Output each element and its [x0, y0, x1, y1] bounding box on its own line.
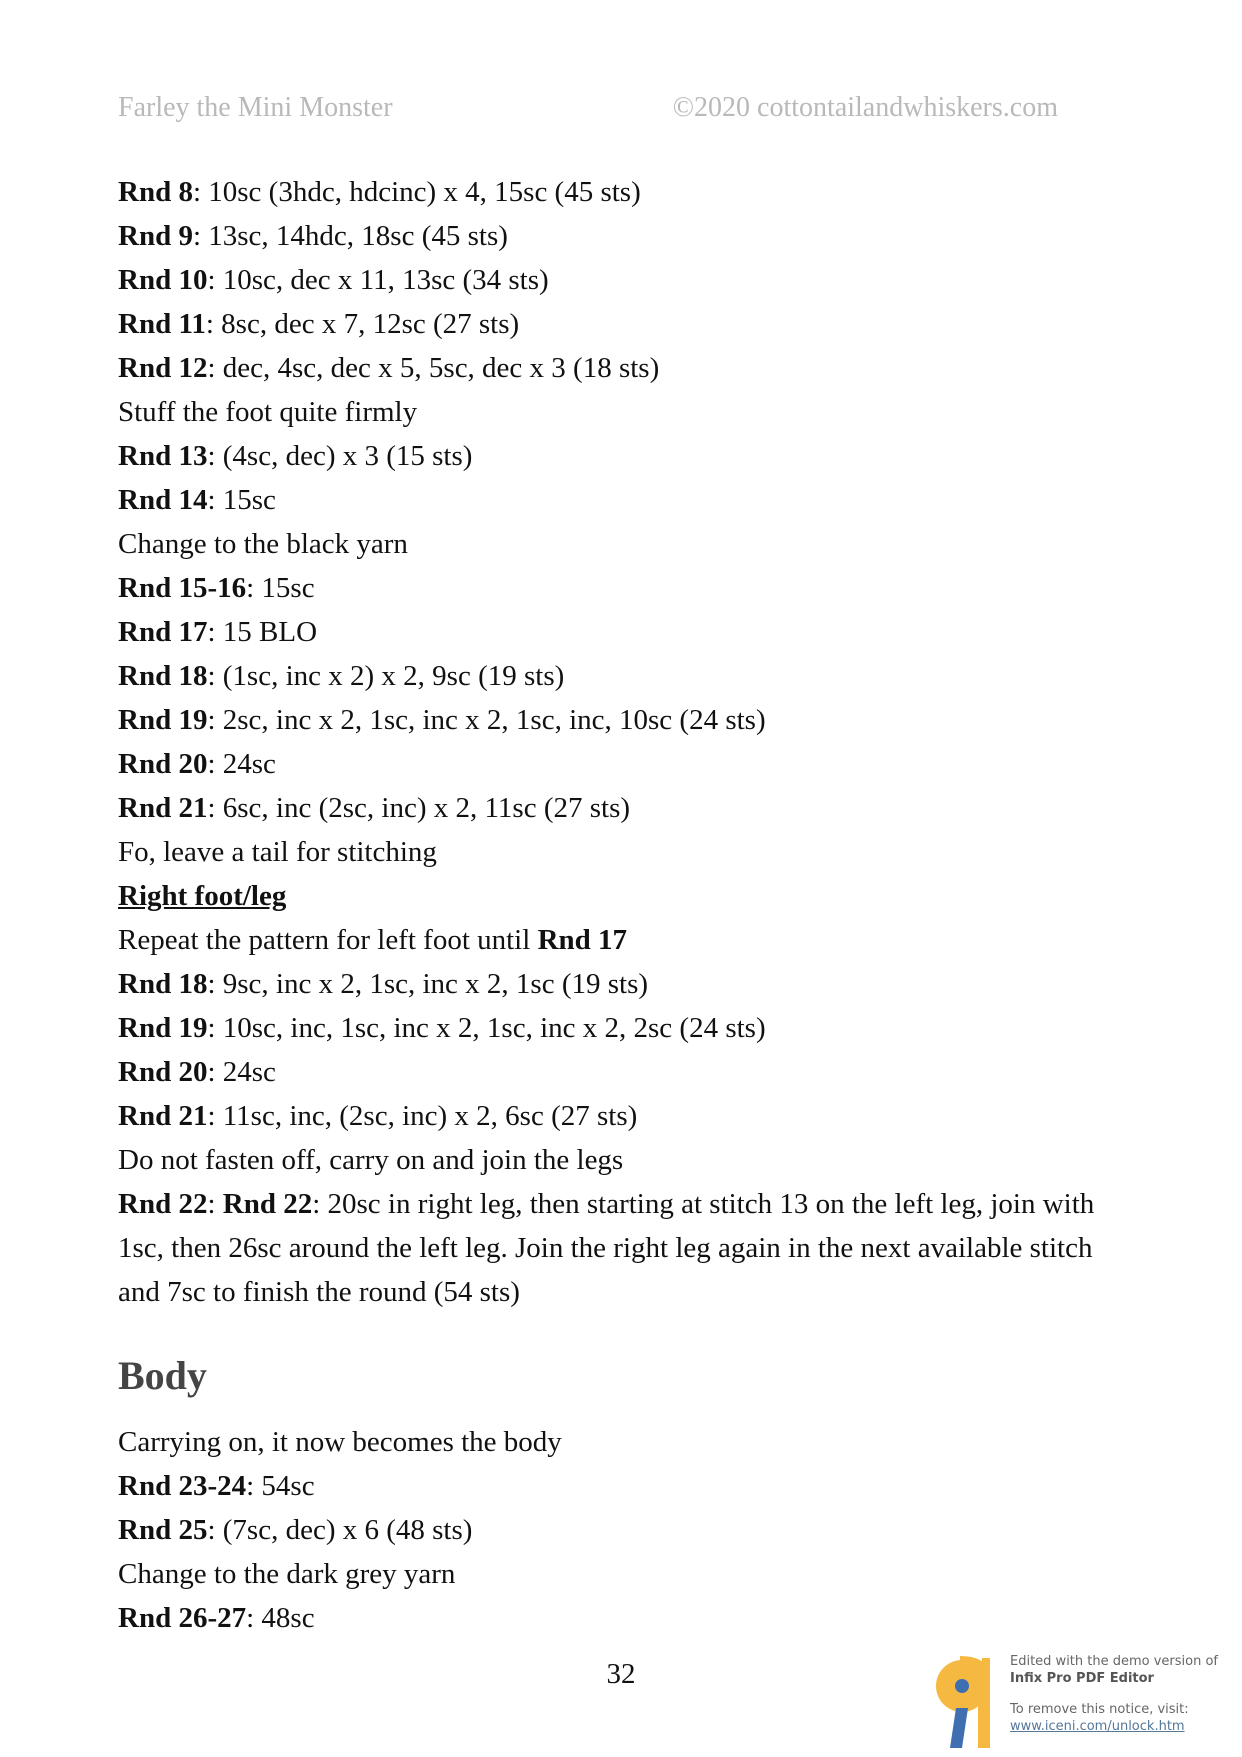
round-label: Rnd 19 [118, 1012, 208, 1044]
left-leg-rounds [118, 170, 1118, 874]
watermark-product: Infix Pro PDF Editor [1010, 1671, 1154, 1686]
repeat-instruction-round: Rnd 17 [537, 924, 628, 956]
round-label: Rnd 17 [118, 616, 208, 648]
instruction-line [118, 1138, 1118, 1182]
editor-watermark [930, 1648, 1230, 1753]
body-rounds [118, 1420, 1118, 1640]
round-instruction: Change to the black yarn [118, 528, 408, 560]
instruction-line [118, 522, 1118, 566]
right-leg-heading-text: Right foot/leg [118, 880, 287, 912]
round-line [118, 742, 1118, 786]
round-instruction: Carrying on, it now becomes the body [118, 1426, 562, 1458]
repeat-instruction [118, 918, 1118, 962]
round-line [118, 258, 1118, 302]
round-instruction: : 20sc in right leg, then starting at stitch 13 on the left leg, join with 1sc, then 26sc around the left leg. Join the right leg again in the next available stitch and 7sc to finish the round (54 sts) [118, 1188, 1095, 1308]
round-instruction: : 15sc [246, 572, 315, 604]
round-line [118, 346, 1118, 390]
page-number: 32 [606, 1658, 636, 1690]
round-instruction: : 13sc, 14hdc, 18sc (45 sts) [192, 220, 508, 252]
round-instruction: : 9sc, inc x 2, 1sc, inc x 2, 1sc (19 sts) [207, 968, 649, 1000]
watermark-line: To remove this notice, visit: [1010, 1702, 1189, 1717]
round-label: Rnd 20 [118, 1056, 208, 1088]
round-instruction: : (1sc, inc x 2) x 2, 9sc (19 sts) [207, 660, 565, 692]
round-instruction: : (4sc, dec) x 3 (15 sts) [207, 440, 473, 472]
round-line [118, 654, 1118, 698]
round-label: Rnd 14 [118, 484, 208, 516]
round-line [118, 566, 1118, 610]
round-instruction: : 15sc [207, 484, 276, 516]
round-label: Rnd 25 [118, 1514, 208, 1546]
round-line [118, 1508, 1118, 1552]
round-label: Rnd 22 [222, 1188, 313, 1220]
round-line [118, 214, 1118, 258]
round-label: Rnd 26-27 [118, 1602, 247, 1634]
round-label: Rnd 9 [118, 220, 193, 252]
round-instruction: : 10sc, inc, 1sc, inc x 2, 1sc, inc x 2, 2sc (24 sts) [207, 1012, 766, 1044]
round-line [118, 302, 1118, 346]
round-label: Rnd 13 [118, 440, 208, 472]
round-line [118, 610, 1118, 654]
round-line [118, 1050, 1118, 1094]
round-line [118, 478, 1118, 522]
round-line [118, 786, 1118, 830]
round-label: Rnd 20 [118, 748, 208, 780]
separator: : [207, 1188, 223, 1220]
round-label: Rnd 18 [118, 968, 208, 1000]
right-leg-heading [118, 874, 1118, 918]
round-instruction: : 10sc, dec x 11, 13sc (34 sts) [207, 264, 549, 296]
round-label: Rnd 11 [118, 308, 206, 340]
round-instruction: Do not fasten off, carry on and join the legs [118, 1144, 624, 1176]
round-line [118, 1596, 1118, 1640]
round-line [118, 698, 1118, 742]
instruction-line [118, 1420, 1118, 1464]
join-legs-paragraph [118, 1182, 1108, 1314]
watermark-line: Edited with the demo version of [1010, 1654, 1219, 1669]
round-instruction: : 8sc, dec x 7, 12sc (27 sts) [205, 308, 520, 340]
instruction-line [118, 830, 1118, 874]
round-instruction: Fo, leave a tail for stitching [118, 836, 437, 868]
round-line [118, 1464, 1118, 1508]
round-line [118, 1094, 1118, 1138]
round-line [118, 170, 1118, 214]
round-label: Rnd 18 [118, 660, 208, 692]
round-instruction: Stuff the foot quite firmly [118, 396, 418, 428]
body-section-title: Body [118, 1353, 207, 1398]
round-label: Rnd 19 [118, 704, 208, 736]
round-instruction: Change to the dark grey yarn [118, 1558, 456, 1590]
right-leg-rounds [118, 962, 1118, 1182]
instruction-line [118, 1552, 1118, 1596]
document-title: Farley the Mini Monster [118, 92, 393, 123]
watermark-text [1010, 1653, 1218, 1735]
repeat-instruction-text: Repeat the pattern for left foot until [118, 924, 538, 956]
round-instruction: : 24sc [207, 748, 276, 780]
round-instruction: : 6sc, inc (2sc, inc) x 2, 11sc (27 sts) [207, 792, 631, 824]
copyright-notice: ©2020 cottontailandwhiskers.com [672, 92, 1058, 123]
round-label: Rnd 12 [118, 352, 208, 384]
round-line [118, 962, 1118, 1006]
round-line [118, 434, 1118, 478]
round-instruction: : 54sc [246, 1470, 315, 1502]
pattern-content [118, 170, 1118, 1640]
watermark-link[interactable]: www.iceni.com/unlock.htm [1010, 1719, 1185, 1734]
infix-logo-icon [930, 1648, 1005, 1753]
instruction-line [118, 390, 1118, 434]
round-label: Rnd 15-16 [118, 572, 247, 604]
round-label: Rnd 8 [118, 176, 193, 208]
round-instruction: : 2sc, inc x 2, 1sc, inc x 2, 1sc, inc, 10sc (24 sts) [207, 704, 766, 736]
round-instruction: : 10sc (3hdc, hdcinc) x 4, 15sc (45 sts) [192, 176, 641, 208]
round-label: Rnd 21 [118, 1100, 208, 1132]
round-label: Rnd 23-24 [118, 1470, 247, 1502]
page-header [118, 92, 1058, 132]
round-label: Rnd 21 [118, 792, 208, 824]
round-instruction: : (7sc, dec) x 6 (48 sts) [207, 1514, 473, 1546]
round-line [118, 1006, 1118, 1050]
round-instruction: : 15 BLO [207, 616, 318, 648]
round-label: Rnd 22 [118, 1188, 208, 1220]
round-instruction: : 11sc, inc, (2sc, inc) x 2, 6sc (27 sts) [207, 1100, 638, 1132]
round-instruction: : 24sc [207, 1056, 276, 1088]
round-instruction: : 48sc [246, 1602, 315, 1634]
round-instruction: : dec, 4sc, dec x 5, 5sc, dec x 3 (18 sts) [207, 352, 660, 384]
round-label: Rnd 10 [118, 264, 208, 296]
